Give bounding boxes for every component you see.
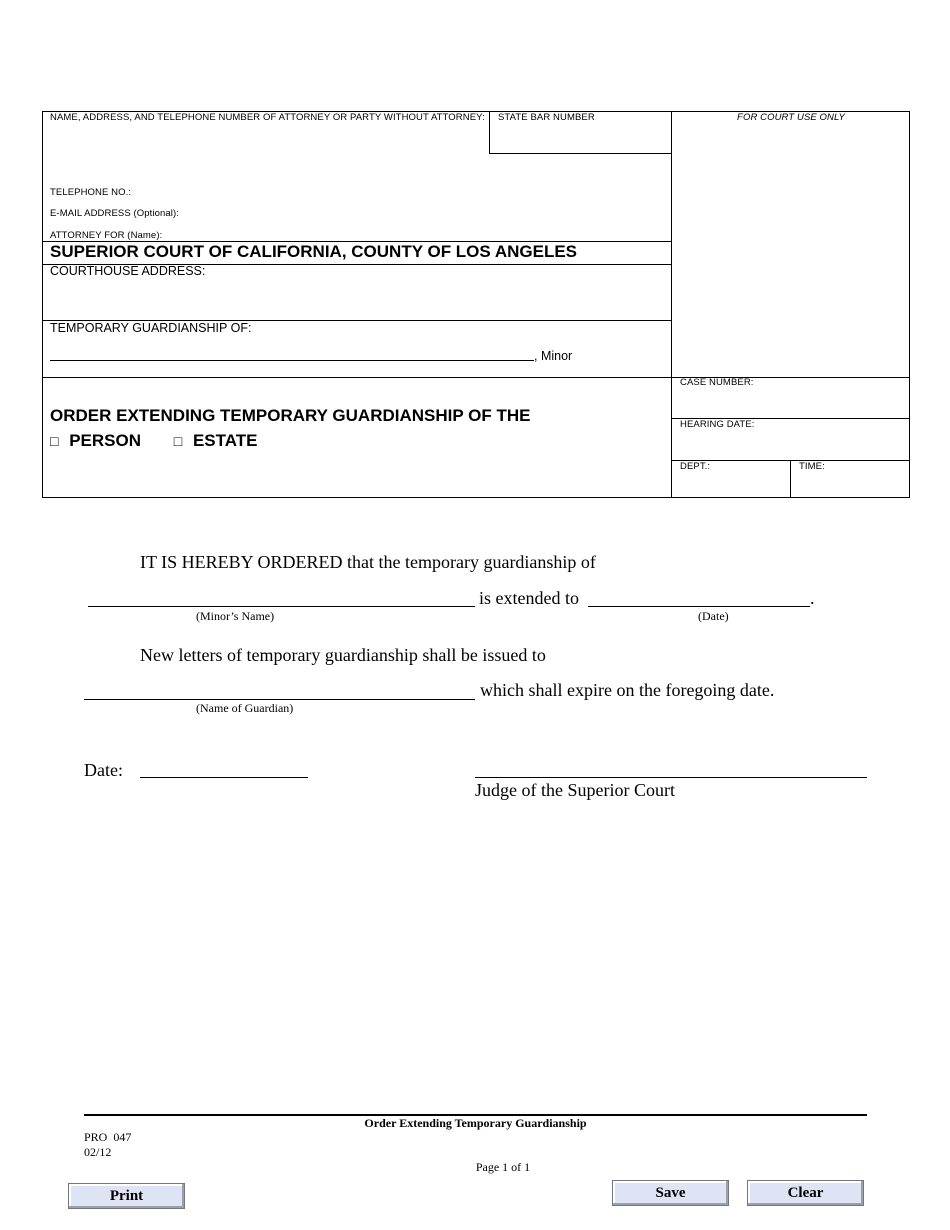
courthouse-address-label: COURTHOUSE ADDRESS: xyxy=(50,264,206,278)
expire-text: which shall expire on the foregoing date. xyxy=(480,680,775,700)
time-label: TIME: xyxy=(799,461,825,472)
minor-name-field[interactable] xyxy=(50,360,534,361)
person-option-label: PERSON xyxy=(69,431,141,450)
court-use-label: FOR COURT USE ONLY xyxy=(737,112,845,123)
extension-date-input[interactable] xyxy=(588,606,810,607)
guardian-caption: (Name of Guardian) xyxy=(196,701,294,715)
save-button[interactable]: Save xyxy=(612,1180,729,1206)
person-checkbox[interactable]: □ xyxy=(50,433,59,449)
period: . xyxy=(810,588,815,608)
form-revision-date: 02/12 xyxy=(84,1145,112,1159)
form-id: PRO 047 xyxy=(84,1130,132,1144)
footer-form-title: Order Extending Temporary Guardianship xyxy=(364,1116,587,1130)
print-button[interactable]: Print xyxy=(68,1183,185,1209)
estate-checkbox[interactable]: □ xyxy=(173,433,183,449)
case-number-label: CASE NUMBER: xyxy=(680,377,754,388)
letters-text: New letters of temporary guardianship shall be issued to xyxy=(140,645,546,665)
minor-name-caption: (Minor’s Name) xyxy=(196,609,275,623)
attorney-label: NAME, ADDRESS, AND TELEPHONE NUMBER OF ATTORNEY OR PARTY WITHOUT ATTORNEY: xyxy=(50,112,485,123)
clear-button[interactable]: Clear xyxy=(747,1180,864,1206)
guardianship-of-label: TEMPORARY GUARDIANSHIP OF: xyxy=(50,321,252,335)
telephone-label: TELEPHONE NO.: xyxy=(50,187,132,198)
page-number: Page 1 of 1 xyxy=(475,1160,531,1174)
form-title: ORDER EXTENDING TEMPORARY GUARDIANSHIP OF THE xyxy=(50,406,531,425)
title-options xyxy=(50,431,257,451)
judge-signature-line[interactable] xyxy=(475,777,867,778)
order-intro: IT IS HEREBY ORDERED that the temporary guardianship of xyxy=(140,552,596,572)
minor-suffix: , Minor xyxy=(534,349,573,363)
signing-date-input[interactable] xyxy=(140,777,308,778)
court-name: SUPERIOR COURT OF CALIFORNIA, COUNTY OF LOS ANGELES xyxy=(50,242,578,261)
hearing-date-label: HEARING DATE: xyxy=(680,419,755,430)
extended-to-text: is extended to xyxy=(479,588,579,608)
attorney-for-label: ATTORNEY FOR (Name): xyxy=(50,230,163,241)
minor-name-input[interactable] xyxy=(88,606,475,607)
estate-option-label: ESTATE xyxy=(192,431,258,450)
guardian-name-input[interactable] xyxy=(84,699,475,700)
date-caption: (Date) xyxy=(698,609,729,623)
state-bar-label: STATE BAR NUMBER xyxy=(498,112,595,123)
email-label: E-MAIL ADDRESS (Optional): xyxy=(50,208,179,219)
dept-label: DEPT.: xyxy=(680,461,711,472)
date-label: Date: xyxy=(84,760,123,780)
judge-label: Judge of the Superior Court xyxy=(475,780,675,800)
